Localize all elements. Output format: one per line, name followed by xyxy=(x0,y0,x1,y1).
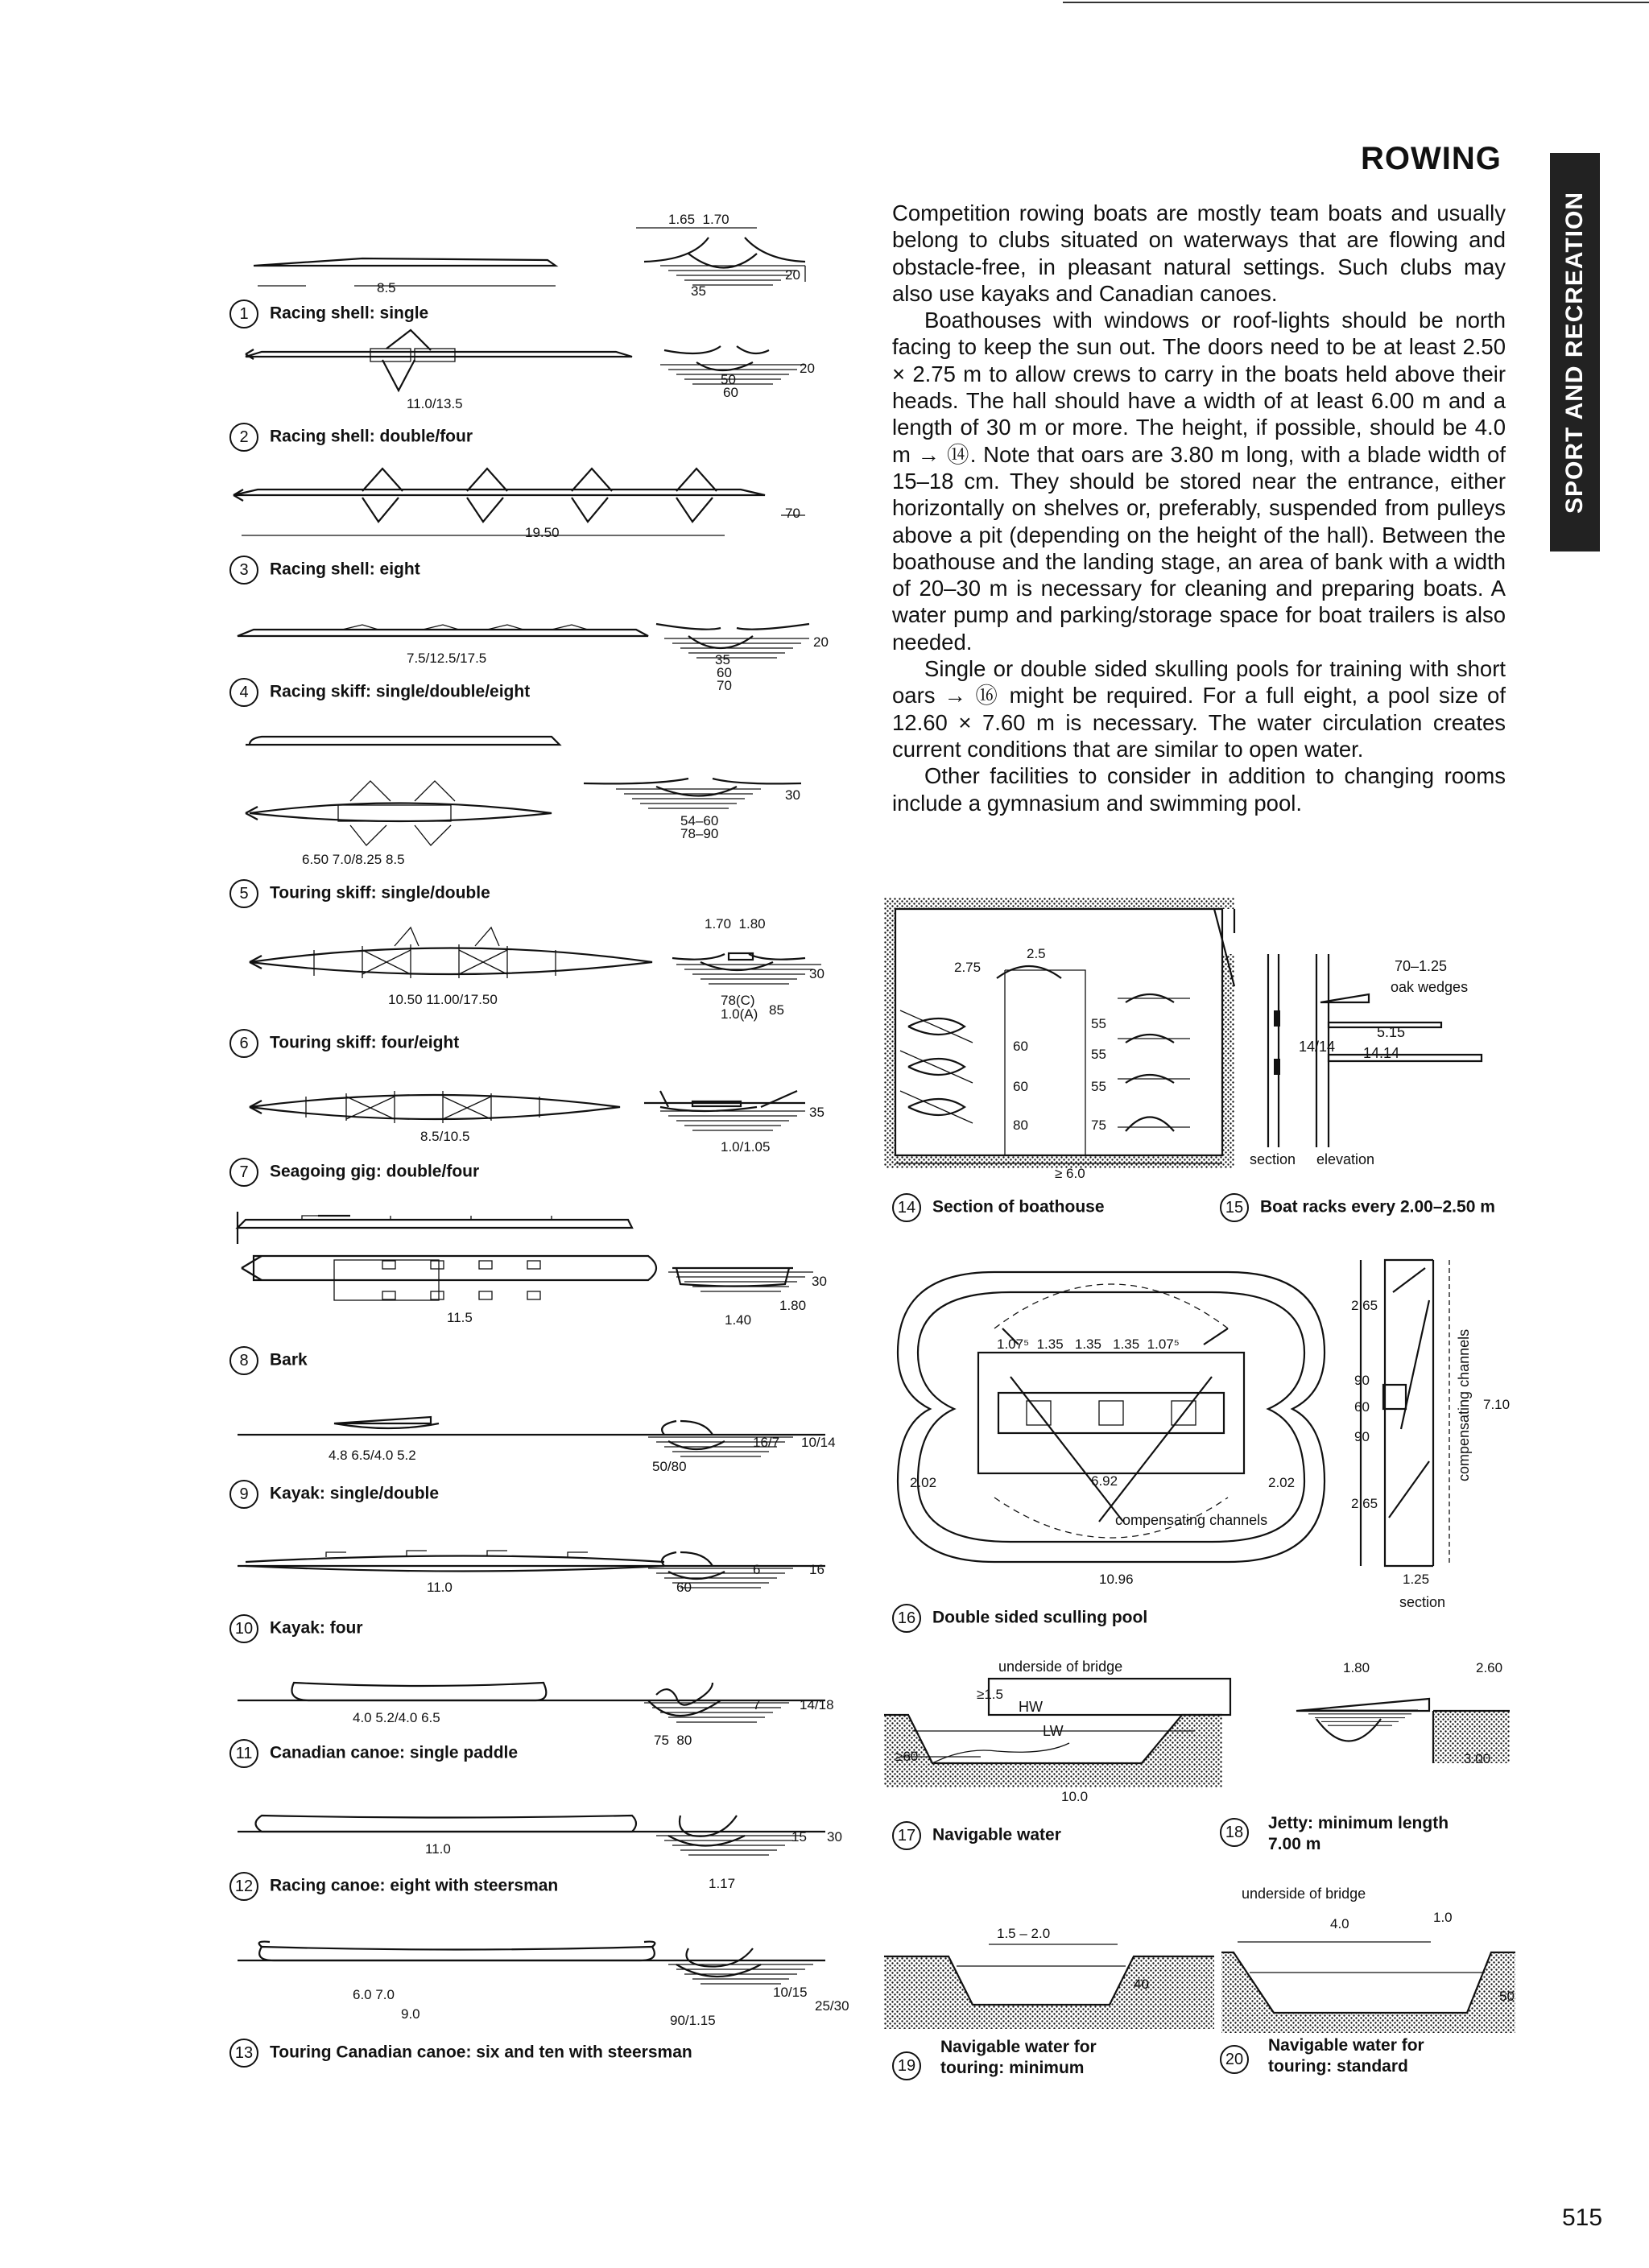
side-tab-label: SPORT AND RECREATION xyxy=(1561,191,1588,514)
figure-16-sculling-pool xyxy=(890,1256,1341,1586)
fig13-dim: 10/15 xyxy=(773,1985,808,2000)
fig3-dim: 70 xyxy=(785,506,800,521)
figure-20-touring-standard xyxy=(1217,1932,1519,2045)
paragraph: Single or double sided skulling pools for training with short oars → ⑯ might be required. For a full eight, a pool size of 12.60 × 7.60 m is necessary. The water circulation creates current conditions that are similar to open water. xyxy=(892,656,1506,762)
fig12-length: 11.0 xyxy=(425,1841,451,1857)
fig20-dim: 50 xyxy=(1499,1989,1515,2004)
fig16-dim: 1.25 xyxy=(1403,1572,1430,1587)
fig20-dim: 1.0 xyxy=(1433,1910,1453,1925)
fig10-length: 11.0 xyxy=(427,1580,453,1595)
fig6-dim: 1.0(A) xyxy=(721,1006,758,1022)
fig16-label: compensating channels xyxy=(1115,1512,1268,1528)
figure-14-boathouse-section xyxy=(884,898,1238,1188)
fig19-caption-text: Navigable water for touring: minimum xyxy=(940,2038,1097,2077)
fig18-dim: 2.60 xyxy=(1476,1660,1503,1675)
fig11-length: 4.0 5.2/4.0 6.5 xyxy=(353,1710,440,1725)
paragraph: Competition rowing boats are mostly team boats and usually belong to clubs situated on waterways that are flowing and obstacle-free, in pleasant natural settings. Such clubs may also use kayaks and Canadian canoes. xyxy=(892,200,1506,306)
fig14-dim: 2.5 xyxy=(1027,946,1046,961)
fig6-dim: 85 xyxy=(769,1002,784,1018)
fig2-length: 11.0/13.5 xyxy=(407,396,463,411)
fig16-dim: 7.10 xyxy=(1483,1397,1511,1412)
fig14-dim: 55 xyxy=(1091,1079,1106,1094)
fig9-length: 4.8 6.5/4.0 5.2 xyxy=(329,1448,416,1463)
fig9-dim: 16/7 xyxy=(753,1435,780,1450)
fig5-caption: 5 Touring skiff: single/double xyxy=(229,879,490,908)
fig18-caption: 18 xyxy=(1220,1818,1260,1847)
fig16-dim: 2.65 xyxy=(1351,1298,1378,1313)
fig12-dim: 15 xyxy=(791,1829,807,1845)
fig1-dim: 35 xyxy=(691,283,706,299)
fig9-dim: 50/80 xyxy=(652,1459,687,1474)
fig15-label: oak wedges xyxy=(1391,979,1469,995)
fig5-dim: 30 xyxy=(785,787,800,803)
fig4-caption: 4 Racing skiff: single/double/eight xyxy=(229,678,530,707)
fig5-dim: 78–90 xyxy=(680,826,719,841)
fig14-dim: ≥ 6.0 xyxy=(1055,1166,1085,1181)
fig8-dim: 1.40 xyxy=(725,1312,752,1328)
fig4-length: 7.5/12.5/17.5 xyxy=(407,651,487,666)
fig17-dim: ≥1.5 xyxy=(977,1687,1003,1702)
fig3-caption: 3 Racing shell: eight xyxy=(229,556,420,585)
fig15-label: 14/14 xyxy=(1299,1039,1336,1055)
fig4-dim: 35 xyxy=(715,652,730,667)
fig6-caption: 6 Touring skiff: four/eight xyxy=(229,1029,459,1058)
fig15-label: 5.15 xyxy=(1377,1024,1406,1040)
fig4-dim: 70 xyxy=(717,678,732,693)
figure-2-racing-shell-double-four xyxy=(238,326,833,423)
fig11-dim: 75 80 xyxy=(654,1733,692,1748)
fig14-dim: 75 xyxy=(1091,1117,1106,1133)
fig9-dim: 10/14 xyxy=(801,1435,836,1450)
fig10-caption: 10 Kayak: four xyxy=(229,1614,363,1643)
fig6-length: 10.50 11.00/17.50 xyxy=(388,992,498,1007)
fig1-dim: 20 xyxy=(785,267,800,283)
fig14-dim: 55 xyxy=(1091,1047,1106,1062)
fig9-caption: 9 Kayak: single/double xyxy=(229,1480,439,1509)
fig16-dim: 2.65 xyxy=(1351,1496,1378,1511)
fig10-dim: 16 xyxy=(809,1562,824,1577)
fig16-dim: 6.92 xyxy=(1091,1473,1118,1489)
fig11-caption: 11 Canadian canoe: single paddle xyxy=(229,1739,518,1768)
fig12-caption: 12 Racing canoe: eight with steersman xyxy=(229,1872,558,1901)
fig13-dim: 90/1.15 xyxy=(670,2013,716,2028)
fig4-dim: 60 xyxy=(717,665,732,680)
fig1-length: 8.5 xyxy=(377,280,396,295)
fig16-label: section xyxy=(1399,1594,1446,1610)
figure-3-racing-shell-eight xyxy=(225,459,821,547)
fig8-length: 11.5 xyxy=(447,1310,473,1325)
fig14-dim: 80 xyxy=(1013,1117,1028,1133)
fig19-dim: 1.5 – 2.0 xyxy=(997,1926,1051,1941)
fig2-dim: 60 xyxy=(723,385,738,400)
figure-13-touring-canadian-canoe xyxy=(229,1924,841,2029)
fig16-dim: 90 xyxy=(1354,1429,1370,1444)
fig13-length2: 9.0 xyxy=(401,2006,420,2022)
fig15-caption: 15 Boat racks every 2.00–2.50 m xyxy=(1220,1193,1495,1222)
fig8-caption: 8 Bark xyxy=(229,1346,308,1375)
fig14-dim: 55 xyxy=(1091,1016,1106,1031)
fig14-dim: 2.75 xyxy=(954,960,982,975)
top-rule xyxy=(1063,2,1649,3)
fig13-caption: 13 Touring Canadian canoe: six and ten with steersman xyxy=(229,2039,692,2068)
fig7-dim: 1.0/1.05 xyxy=(721,1139,771,1155)
fig17-caption: 17 Navigable water xyxy=(892,1821,1061,1850)
fig8-dim: 1.80 xyxy=(779,1298,807,1313)
fig17-dim: 10.0 xyxy=(1061,1789,1089,1804)
fig10-dim: 6 xyxy=(753,1562,761,1577)
paragraph: Boathouses with windows or roof-lights should be north facing to keep the sun out. The doors need to be at least 2.50 × 2.75 m to allow crews to carry in the boats held above their heads. The hall should have a width of at least 6.00 m and a length of 30 m or more. The height, if possible, should be 4.0 m → ⑭. Note that oars are 3.80 m long, with a blade width of 15–18 cm. They should be stored near the entrance, either horizontally on shelves or, preferably, suspended from pulleys above a pit (depending on the height of the hall). Between the boathouse and the landing stage, an area of bank with a width of 20–30 m is necessary for cleaning and preparing boats. A water pump and parking/storage space for boat trailers is also needed. xyxy=(892,308,1506,655)
fig16-dim: 2.02 xyxy=(1268,1475,1296,1490)
fig1-dim: 1.65 1.70 xyxy=(668,212,729,227)
fig6-dim: 30 xyxy=(809,966,824,981)
fig18-caption-text: Jetty: minimum length 7.00 m xyxy=(1268,1814,1449,1853)
fig14-dim: 60 xyxy=(1013,1039,1028,1054)
fig3-length: 19.50 xyxy=(525,525,560,540)
fig15-label: 14.14 xyxy=(1363,1045,1400,1061)
fig20-label: underside of bridge xyxy=(1242,1886,1366,1902)
figure-10-kayak-four xyxy=(229,1530,841,1618)
fig7-caption: 7 Seagoing gig: double/four xyxy=(229,1158,479,1187)
fig19-dim: 40 xyxy=(1134,1977,1149,1992)
fig16-dim: 90 xyxy=(1354,1373,1370,1388)
figure-9-kayak xyxy=(229,1401,841,1489)
fig10-dim: 60 xyxy=(676,1580,692,1595)
fig17-label: HW xyxy=(1019,1699,1043,1715)
fig15-label: elevation xyxy=(1316,1151,1375,1167)
fig12-dim: 30 xyxy=(827,1829,842,1845)
fig16-dim: 1.07⁵ 1.35 1.35 1.35 1.07⁵ xyxy=(997,1336,1180,1352)
fig16-caption: 16 Double sided sculling pool xyxy=(892,1604,1147,1633)
fig16-dim: 2.02 xyxy=(910,1475,937,1490)
fig8-dim: 30 xyxy=(812,1274,827,1289)
fig20-dim: 4.0 xyxy=(1330,1916,1349,1931)
figure-19-touring-minimum xyxy=(884,1940,1222,2045)
fig6-dim: 1.70 1.80 xyxy=(705,916,766,932)
body-text xyxy=(892,200,1506,816)
fig7-dim: 35 xyxy=(809,1105,824,1120)
fig16-dim: 10.96 xyxy=(1099,1572,1134,1587)
fig1-caption: 1 Racing shell: single xyxy=(229,300,428,328)
fig15-label: 70–1.25 xyxy=(1395,958,1448,974)
fig2-dim: 50 xyxy=(721,372,736,387)
fig13-dim: 25/30 xyxy=(815,1998,849,2014)
fig6-dim: 78(C) xyxy=(721,993,755,1008)
fig13-length: 6.0 7.0 xyxy=(353,1987,395,2002)
fig18-dim: 3.00 xyxy=(1464,1751,1491,1766)
section-title: ROWING xyxy=(1361,141,1502,176)
fig16-label: compensating channels xyxy=(1456,1328,1472,1481)
fig14-caption: 14 Section of boathouse xyxy=(892,1193,1105,1222)
side-tab xyxy=(1550,153,1600,552)
fig12-dim: 1.17 xyxy=(709,1876,736,1891)
fig17-dim: ≥60 xyxy=(895,1749,919,1764)
fig20-caption-text: Navigable water for touring: standard xyxy=(1268,2036,1424,2076)
fig7-length: 8.5/10.5 xyxy=(420,1129,470,1144)
figure-5-touring-skiff-single-double xyxy=(238,721,833,874)
fig17-label: LW xyxy=(1043,1723,1064,1739)
fig19-caption: 19 xyxy=(892,2051,932,2080)
fig5-dim: 54–60 xyxy=(680,813,719,828)
fig18-dim: 1.80 xyxy=(1343,1660,1370,1675)
fig20-caption: 20 xyxy=(1220,2045,1260,2074)
fig11-dim: 14/18 xyxy=(800,1697,834,1712)
fig2-caption: 2 Racing shell: double/four xyxy=(229,423,473,452)
page-number: 515 xyxy=(1562,2204,1603,2231)
fig15-label: section xyxy=(1250,1151,1296,1167)
paragraph: Other facilities to consider in addition to changing rooms include a gymnasium and swimming pool. xyxy=(892,763,1506,816)
fig4-dim: 20 xyxy=(813,634,829,650)
fig17-label: underside of bridge xyxy=(998,1659,1123,1675)
fig5-length: 6.50 7.0/8.25 8.5 xyxy=(302,852,405,867)
fig14-dim: 60 xyxy=(1013,1079,1028,1094)
fig16-dim: 60 xyxy=(1354,1399,1370,1415)
fig11-dim: 7 xyxy=(753,1697,761,1712)
fig2-dim: 20 xyxy=(800,361,815,376)
